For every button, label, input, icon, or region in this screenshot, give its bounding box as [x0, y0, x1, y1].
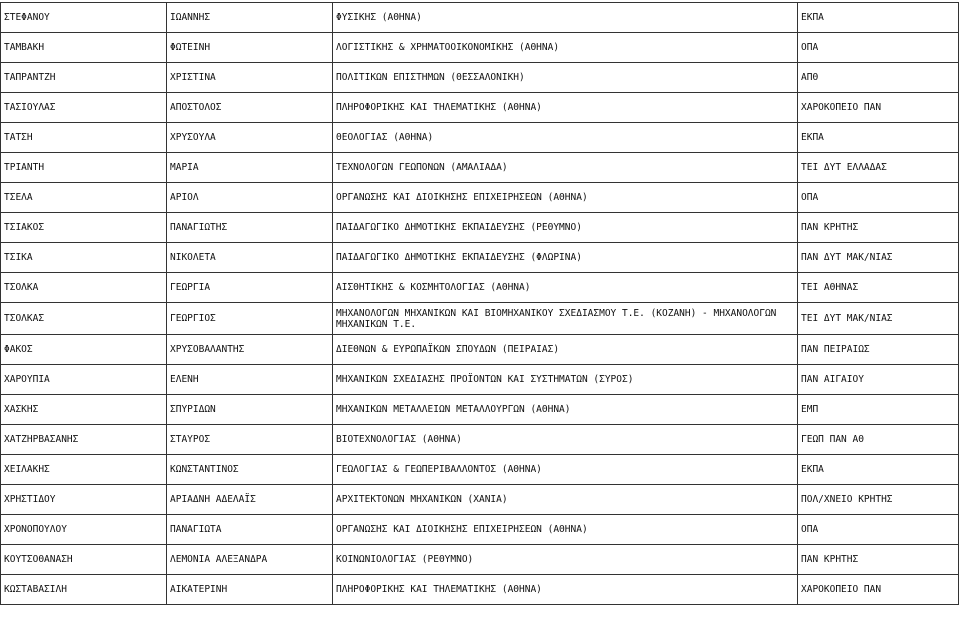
first-name-cell: ΠΑΝΑΓΙΩΤΑ	[167, 515, 333, 544]
surname-cell: ΧΑΤΖΗΡΒΑΣΑΝΗΣ	[1, 425, 167, 454]
institution-cell: ΤΕΙ ΑΘΗΝΑΣ	[798, 273, 959, 302]
first-name-cell: ΧΡΥΣΟΒΑΛΑΝΤΗΣ	[167, 335, 333, 364]
surname-cell: ΤΑΤΣΗ	[1, 123, 167, 152]
department-cell: ΑΡΧΙΤΕΚΤΟΝΩΝ ΜΗΧΑΝΙΚΩΝ (ΧΑΝΙΑ)	[333, 485, 798, 514]
table-row	[1, 183, 959, 213]
institution-cell: ΠΑΝ ΔΥΤ ΜΑΚ/ΝΙΑΣ	[798, 243, 959, 272]
department-cell: ΛΟΓΙΣΤΙΚΗΣ & ΧΡΗΜΑΤΟΟΙΚΟΝΟΜΙΚΗΣ (ΑΘΗΝΑ)	[333, 33, 798, 62]
surname-cell: ΤΣΙΑΚΟΣ	[1, 213, 167, 242]
first-name-cell: ΕΛΕΝΗ	[167, 365, 333, 394]
first-name-cell: ΚΩΝΣΤΑΝΤΙΝΟΣ	[167, 455, 333, 484]
institution-cell: ΟΠΑ	[798, 515, 959, 544]
table-row	[1, 243, 959, 273]
institution-cell: ΠΑΝ ΠΕΙΡΑΙΩΣ	[798, 335, 959, 364]
department-cell: ΠΛΗΡΟΦΟΡΙΚΗΣ ΚΑΙ ΤΗΛΕΜΑΤΙΚΗΣ (ΑΘΗΝΑ)	[333, 93, 798, 122]
institution-cell: ΠΟΛ/ΧΝΕΙΟ ΚΡΗΤΗΣ	[798, 485, 959, 514]
department-cell: ΜΗΧΑΝΟΛΟΓΩΝ ΜΗΧΑΝΙΚΩΝ ΚΑΙ ΒΙΟΜΗΧΑΝΙΚΟΥ ΣΧΕΔΙΑΣΜΟΥ Τ.Ε. (ΚΟΖΑΝΗ) - ΜΗΧΑΝΟΛΟΓΩΝ ΜΗΧΑΝΙΚΩΝ Τ.Ε.	[333, 303, 798, 334]
department-cell: ΟΡΓΑΝΩΣΗΣ ΚΑΙ ΔΙΟΙΚΗΣΗΣ ΕΠΙΧΕΙΡΗΣΕΩΝ (ΑΘΗΝΑ)	[333, 183, 798, 212]
table-row	[1, 455, 959, 485]
department-cell: ΓΕΩΛΟΓΙΑΣ & ΓΕΩΠΕΡΙΒΑΛΛΟΝΤΟΣ (ΑΘΗΝΑ)	[333, 455, 798, 484]
surname-cell: ΤΣΕΛΑ	[1, 183, 167, 212]
first-name-cell: ΛΕΜΟΝΙΑ ΑΛΕΞΑΝΔΡΑ	[167, 545, 333, 574]
first-name-cell: ΙΩΑΝΝΗΣ	[167, 3, 333, 32]
department-cell: ΠΛΗΡΟΦΟΡΙΚΗΣ ΚΑΙ ΤΗΛΕΜΑΤΙΚΗΣ (ΑΘΗΝΑ)	[333, 575, 798, 604]
institution-cell: ΠΑΝ ΚΡΗΤΗΣ	[798, 545, 959, 574]
surname-cell: ΤΣΟΛΚΑ	[1, 273, 167, 302]
surname-cell: ΧΡΟΝΟΠΟΥΛΟΥ	[1, 515, 167, 544]
surname-cell: ΤΑΠΡΑΝΤΖΗ	[1, 63, 167, 92]
department-cell: ΠΑΙΔΑΓΩΓΙΚΟ ΔΗΜΟΤΙΚΗΣ ΕΚΠΑΙΔΕΥΣΗΣ (ΦΛΩΡΙΝΑ)	[333, 243, 798, 272]
first-name-cell: ΝΙΚΟΛΕΤΑ	[167, 243, 333, 272]
institution-cell: ΓΕΩΠ ΠΑΝ ΑΘ	[798, 425, 959, 454]
institution-cell: ΠΑΝ ΚΡΗΤΗΣ	[798, 213, 959, 242]
table-row	[1, 273, 959, 303]
first-name-cell: ΜΑΡΙΑ	[167, 153, 333, 182]
first-name-cell: ΑΠΟΣΤΟΛΟΣ	[167, 93, 333, 122]
first-name-cell: ΑΙΚΑΤΕΡΙΝΗ	[167, 575, 333, 604]
institution-cell: ΕΚΠΑ	[798, 123, 959, 152]
surname-cell: ΤΑΜΒΑΚΗ	[1, 33, 167, 62]
department-cell: ΒΙΟΤΕΧΝΟΛΟΓΙΑΣ (ΑΘΗΝΑ)	[333, 425, 798, 454]
surname-cell: ΧΡΗΣΤΙΔΟΥ	[1, 485, 167, 514]
results-table	[0, 2, 959, 605]
table-row	[1, 123, 959, 153]
first-name-cell: ΓΕΩΡΓΙΟΣ	[167, 303, 333, 334]
first-name-cell: ΓΕΩΡΓΙΑ	[167, 273, 333, 302]
department-cell: ΤΕΧΝΟΛΟΓΩΝ ΓΕΩΠΟΝΩΝ (ΑΜΑΛΙΑΔΑ)	[333, 153, 798, 182]
surname-cell: ΚΩΣΤΑΒΑΣΙΛΗ	[1, 575, 167, 604]
surname-cell: ΧΕΙΛΑΚΗΣ	[1, 455, 167, 484]
first-name-cell: ΠΑΝΑΓΙΩΤΗΣ	[167, 213, 333, 242]
department-cell: ΔΙΕΘΝΩΝ & ΕΥΡΩΠΑΪΚΩΝ ΣΠΟΥΔΩΝ (ΠΕΙΡΑΙΑΣ)	[333, 335, 798, 364]
surname-cell: ΦΑΚΟΣ	[1, 335, 167, 364]
table-row	[1, 575, 959, 605]
table-row	[1, 303, 959, 335]
table-row	[1, 485, 959, 515]
table-row	[1, 395, 959, 425]
institution-cell: ΑΠΘ	[798, 63, 959, 92]
table-row	[1, 365, 959, 395]
first-name-cell: ΑΡΙΑΔΝΗ ΑΔΕΛΑΪΣ	[167, 485, 333, 514]
first-name-cell: ΣΤΑΥΡΟΣ	[167, 425, 333, 454]
institution-cell: ΤΕΙ ΔΥΤ ΜΑΚ/ΝΙΑΣ	[798, 303, 959, 334]
surname-cell: ΤΑΣΙΟΥΛΑΣ	[1, 93, 167, 122]
department-cell: ΟΡΓΑΝΩΣΗΣ ΚΑΙ ΔΙΟΙΚΗΣΗΣ ΕΠΙΧΕΙΡΗΣΕΩΝ (ΑΘΗΝΑ)	[333, 515, 798, 544]
institution-cell: ΠΑΝ ΑΙΓΑΙΟΥ	[798, 365, 959, 394]
institution-cell: ΤΕΙ ΔΥΤ ΕΛΛΑΔΑΣ	[798, 153, 959, 182]
table-row	[1, 93, 959, 123]
surname-cell: ΣΤΕΦΑΝΟΥ	[1, 3, 167, 32]
department-cell: ΜΗΧΑΝΙΚΩΝ ΣΧΕΔΙΑΣΗΣ ΠΡΟΪΟΝΤΩΝ ΚΑΙ ΣΥΣΤΗΜΑΤΩΝ (ΣΥΡΟΣ)	[333, 365, 798, 394]
department-cell: ΑΙΣΘΗΤΙΚΗΣ & ΚΟΣΜΗΤΟΛΟΓΙΑΣ (ΑΘΗΝΑ)	[333, 273, 798, 302]
surname-cell: ΧΑΣΚΗΣ	[1, 395, 167, 424]
institution-cell: ΟΠΑ	[798, 33, 959, 62]
first-name-cell: ΧΡΥΣΟΥΛΑ	[167, 123, 333, 152]
table-row	[1, 63, 959, 93]
department-cell: ΜΗΧΑΝΙΚΩΝ ΜΕΤΑΛΛΕΙΩΝ ΜΕΤΑΛΛΟΥΡΓΩΝ (ΑΘΗΝΑ)	[333, 395, 798, 424]
department-cell: ΠΟΛΙΤΙΚΩΝ ΕΠΙΣΤΗΜΩΝ (ΘΕΣΣΑΛΟΝΙΚΗ)	[333, 63, 798, 92]
table-row	[1, 213, 959, 243]
institution-cell: ΕΚΠΑ	[798, 3, 959, 32]
department-cell: ΘΕΟΛΟΓΙΑΣ (ΑΘΗΝΑ)	[333, 123, 798, 152]
department-cell: ΚΟΙΝΩΝΙΟΛΟΓΙΑΣ (ΡΕΘΥΜΝΟ)	[333, 545, 798, 574]
table-row	[1, 335, 959, 365]
surname-cell: ΤΡΙΑΝΤΗ	[1, 153, 167, 182]
first-name-cell: ΣΠΥΡΙΔΩΝ	[167, 395, 333, 424]
table-row	[1, 33, 959, 63]
institution-cell: ΟΠΑ	[798, 183, 959, 212]
table-row	[1, 153, 959, 183]
surname-cell: ΧΑΡΟΥΠΙΑ	[1, 365, 167, 394]
first-name-cell: ΑΡΙΟΛ	[167, 183, 333, 212]
table-row	[1, 425, 959, 455]
surname-cell: ΚΟΥΤΣΟΘΑΝΑΣΗ	[1, 545, 167, 574]
surname-cell: ΤΣΙΚΑ	[1, 243, 167, 272]
department-cell: ΠΑΙΔΑΓΩΓΙΚΟ ΔΗΜΟΤΙΚΗΣ ΕΚΠΑΙΔΕΥΣΗΣ (ΡΕΘΥΜΝΟ)	[333, 213, 798, 242]
department-cell: ΦΥΣΙΚΗΣ (ΑΘΗΝΑ)	[333, 3, 798, 32]
institution-cell: ΧΑΡΟΚΟΠΕΙΟ ΠΑΝ	[798, 93, 959, 122]
institution-cell: ΕΜΠ	[798, 395, 959, 424]
surname-cell: ΤΣΟΛΚΑΣ	[1, 303, 167, 334]
institution-cell: ΕΚΠΑ	[798, 455, 959, 484]
table-row	[1, 545, 959, 575]
table-row	[1, 515, 959, 545]
first-name-cell: ΦΩΤΕΙΝΗ	[167, 33, 333, 62]
institution-cell: ΧΑΡΟΚΟΠΕΙΟ ΠΑΝ	[798, 575, 959, 604]
first-name-cell: ΧΡΙΣΤΙΝΑ	[167, 63, 333, 92]
table-row	[1, 3, 959, 33]
